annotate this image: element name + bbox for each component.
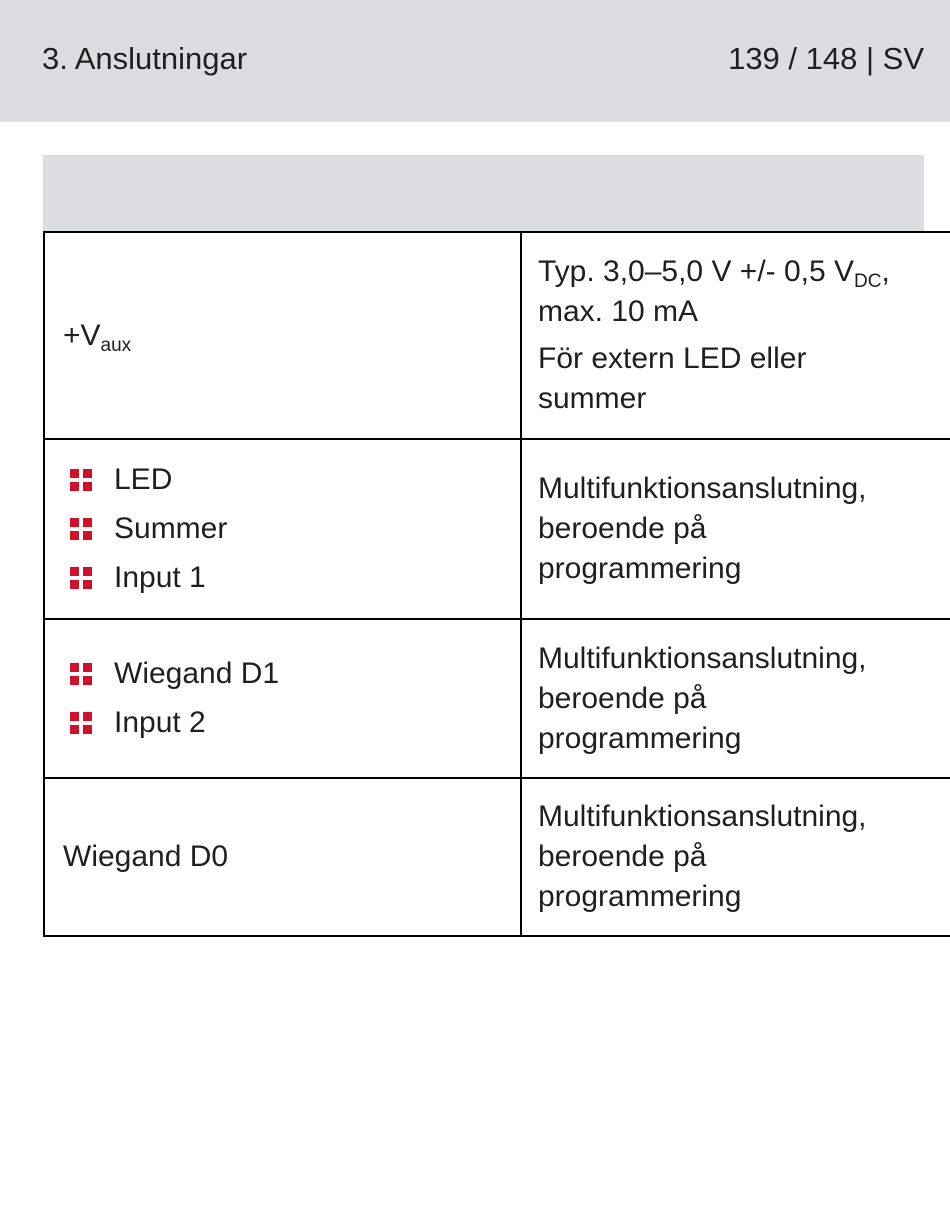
description-line: programmering <box>538 880 742 913</box>
table-row <box>44 232 950 439</box>
description-line: programmering <box>538 552 742 585</box>
description-cell <box>521 619 950 778</box>
list-item <box>63 699 504 748</box>
table-row <box>44 439 950 619</box>
description-line: För extern LED eller <box>538 342 807 375</box>
table-row <box>44 778 950 936</box>
list-item <box>63 456 504 505</box>
list-item-label: Input 1 <box>114 561 206 594</box>
description-line: beroende på <box>538 681 707 715</box>
table-header-band <box>43 155 924 231</box>
description-cell <box>521 778 950 936</box>
bullet-list <box>63 650 504 748</box>
list-item <box>63 650 504 699</box>
list-item-label: Summer <box>114 512 228 545</box>
connection-label-subscript: aux <box>100 334 132 356</box>
page-indicator: 139 / 148 | SV <box>728 41 924 76</box>
list-item-label: Wiegand D1 <box>114 657 280 690</box>
bullet-icon <box>70 663 92 685</box>
description-line: beroende på <box>538 512 707 545</box>
description-line: beroende på <box>538 840 707 873</box>
description-line: Multifunktionsanslutning, <box>538 472 867 505</box>
list-item-label: Input 2 <box>114 706 206 739</box>
description-cell <box>521 439 950 619</box>
list-item <box>63 554 504 603</box>
connection-cell <box>44 619 521 778</box>
description-line: Multifunktionsanslutning, <box>538 641 867 675</box>
description-line: max. 10 mA <box>538 295 699 328</box>
description-line <box>538 252 950 292</box>
connection-cell <box>44 778 521 936</box>
list-item <box>63 505 504 554</box>
voltage-subscript: DC <box>854 271 882 292</box>
bullet-icon <box>70 712 92 734</box>
bullet-icon <box>70 567 92 589</box>
connection-label: Wiegand D0 <box>63 840 229 873</box>
bullet-list <box>63 456 504 603</box>
connection-label: +V <box>63 318 101 352</box>
description-line: summer <box>538 382 647 415</box>
connections-table <box>43 231 950 937</box>
list-item-label: LED <box>114 463 173 496</box>
section-title: 3. Anslutningar <box>42 41 248 76</box>
connection-cell <box>44 232 521 439</box>
description-cell <box>521 232 950 439</box>
table-row <box>44 619 950 778</box>
description-line: programmering <box>538 721 742 755</box>
voltage-comma: , <box>881 255 890 288</box>
connection-cell <box>44 439 521 619</box>
description-line: Multifunktionsanslutning, <box>538 800 867 833</box>
voltage-text: Typ. 3,0–5,0 V +/- 0,5 V <box>538 255 855 288</box>
bullet-icon <box>70 469 92 491</box>
page-header <box>0 0 950 122</box>
bullet-icon <box>70 518 92 540</box>
